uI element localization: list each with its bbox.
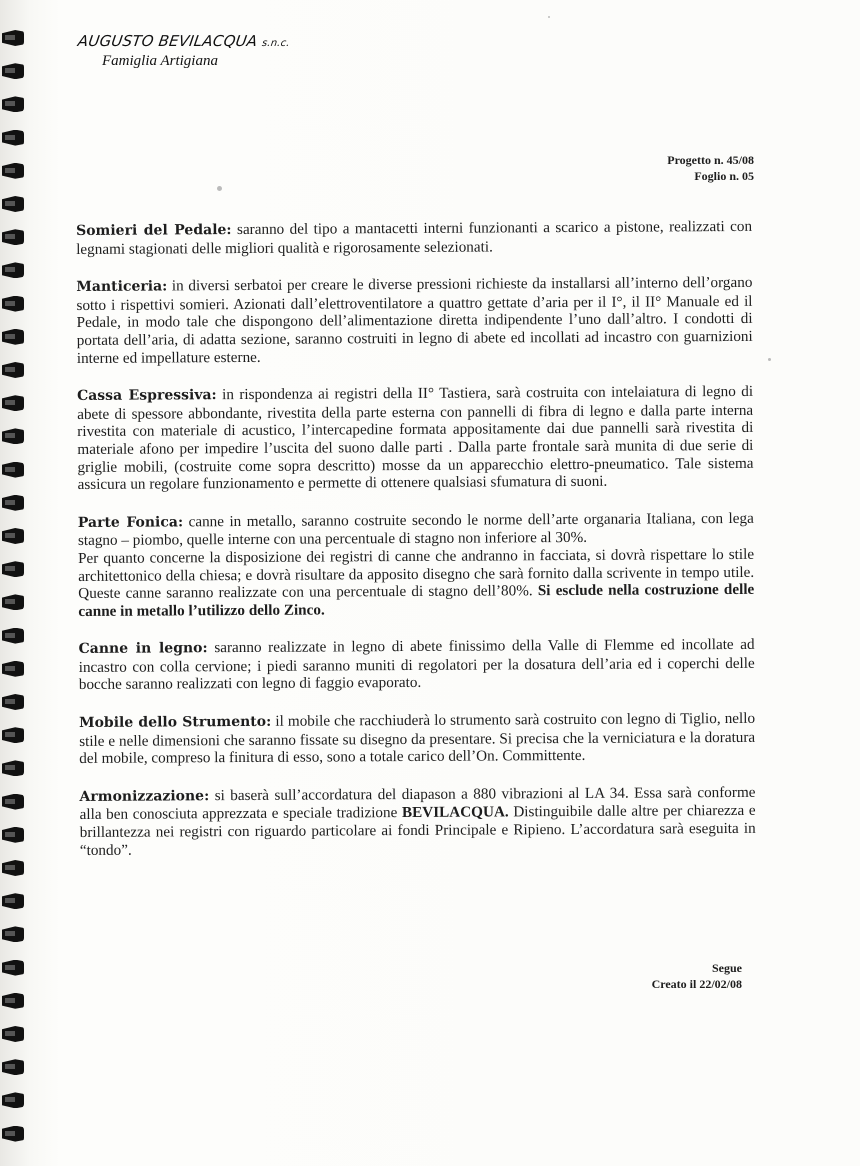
section-canne-legno [79,636,755,694]
section-text-continued: Per quanto concerne la disposizione dei registri di canne che andranno in facciata, si dovrà rispettare lo stile architettonico della chiesa; e dovrà risultare da apposito disegno che sarà fornito dalla scrivente in tempo utile. Queste canne saranno realizzate con una percentuale di stagno dell’80%. [78,545,755,603]
section-text: in diversi serbatoi per creare le diverse pressioni richieste da installarsi all’interno dell’organo sotto i rispettivi somieri. Azionati dall’elettroventilatore a quattro gettate d’aria per il I°, il II° Manuale ed il Pedale, in modo tale che dispongono dell’alimentazione diretta indipendente l’uno dall’altro. I condotti di portata dell’aria, di adatta sezione, saranno costruiti in legno di abete ed incollati ad incastro con guarnizioni interne ed impellature esterne. [76,274,753,367]
section-term: Armonizzazione: [79,788,210,805]
binding-ring [2,1059,24,1075]
binding-ring [2,395,24,411]
binding-ring [2,860,24,876]
binding-ring [2,528,24,544]
section-text-after: Distinguibile dalle altre per chiarezza e brillantezza nei registri con riguardo particolare ai fondi Principale e Ripieno. L’accordatura sarà eseguita in “tondo”. [79,802,756,859]
section-term: Canne in legno: [78,640,208,658]
company-suffix: s.n.c. [261,38,291,49]
binding-ring [2,163,24,179]
continues-label: Segue [712,961,742,975]
document-footer [652,960,742,992]
section-term: Somieri del Pedale: [76,222,232,239]
section-text: canne in metallo, saranno costruite secondo le norme dell’arte organaria Italiana, con lega stagno – piombo, quelle interne con una percentuale di stagno non inferiore al 30%. [77,509,754,550]
binding-ring [2,1026,24,1042]
binding-ring [2,960,24,976]
section-parte-fonica [78,510,755,621]
binding-ring [2,296,24,312]
section-text: si baserà sull’accordatura del diapason a 880 vibrazioni al LA 34. Essa sarà conforme alla ben conosciuta apprezzata e speciale tradizione [79,783,756,824]
binding-ring [2,495,24,511]
binding-ring [2,262,24,278]
paper-speck [217,186,222,191]
company-name [77,32,292,50]
binding-ring [2,727,24,743]
section-text: in rispondenza ai registri della II° Tastiera, sarà costruita con intelaiatura di legno di abete di spessore abbondante, rivestita della parte esterna con pannelli di fibra di legno e dalla parte interna rivestita con materiale di acustico, l’intercapedine formata appositamente dai due pannelli sarà rivestita di materiale afono per impedire l’uscita del suono dalle parti . Dalla parte frontale sarà munita di due serie di griglie mobili, (costruite come sopra descritto) mosse da un apparecchio elettro-pneumatico. Tale sistema assicura un regolare funzionamento e permette di ottenere qualsiasi sfumatura di suoni. [77,383,754,494]
section-somieri [76,218,752,258]
paper-speck [548,16,550,18]
section-bold-note: Si esclude nella costruzione delle canne in metallo l’utilizzo dello Zinco. [78,580,755,620]
paper-speck [768,358,771,361]
brand-inline: BEVILACQUA. [401,803,509,822]
binding-ring [2,196,24,212]
sheet-number: Foglio n. 05 [694,169,754,183]
document-body [76,218,756,879]
section-armonizzazione [79,784,755,860]
company-name-text: AUGUSTO BEVILACQUA [76,32,259,50]
section-term: Mobile dello Strumento: [79,713,272,732]
binding-ring [2,561,24,577]
binding-ring [2,63,24,79]
section-text: saranno realizzate in legno di abete finissimo della Valle di Flemme ed incollate ad incastro con colla cervione; i piedi saranno muniti di regolatori per la dosatura dell’aria ed i coperchi delle bocche saranno realizzati con legno di faggio evaporato. [78,636,755,694]
binding-ring [2,661,24,677]
binding-ring [2,1126,24,1142]
binding-ring [2,694,24,710]
section-term: Parte Fonica: [77,514,184,531]
binding-ring [2,462,24,478]
binding-ring [2,428,24,444]
letterhead [78,32,290,70]
section-term: Cassa Espressiva: [77,387,217,405]
section-manticeria [76,274,753,367]
binding-ring [2,926,24,942]
document-references [667,152,754,184]
binding-ring [2,130,24,146]
project-number: Progetto n. 45/08 [667,153,754,167]
binding-ring [2,1092,24,1108]
section-text: il mobile che racchiuderà lo strumento sarà costruito con legno di Tiglio, nello stile e nelle dimensioni che saranno fissate su disegno da presentare. Si precisa che la verniciatura e la doratura del mobile, compreso la finitura di esso, sono a totale carico dell’On. Committente. [79,709,756,768]
binding-ring [2,96,24,112]
section-text: saranno del tipo a mantacetti interni funzionanti a scarico a pistone, realizzati con legnami stagionati delle migliori qualità e rigorosamente selezionati. [76,217,753,258]
binding-ring [2,362,24,378]
section-cassa-espressiva [77,383,754,494]
section-mobile [79,710,755,768]
binding-ring [2,794,24,810]
binding-ring [2,30,24,46]
binding-ring [2,329,24,345]
spiral-binding [0,30,28,1150]
binding-ring [2,628,24,644]
binding-ring [2,993,24,1009]
binding-ring [2,893,24,909]
created-date: Creato il 22/02/08 [651,977,742,991]
company-tagline: Famiglia Artigiana [102,53,218,69]
binding-ring [2,229,24,245]
binding-ring [2,827,24,843]
section-term: Manticeria: [76,278,168,296]
binding-ring [2,594,24,610]
binding-ring [2,760,24,776]
